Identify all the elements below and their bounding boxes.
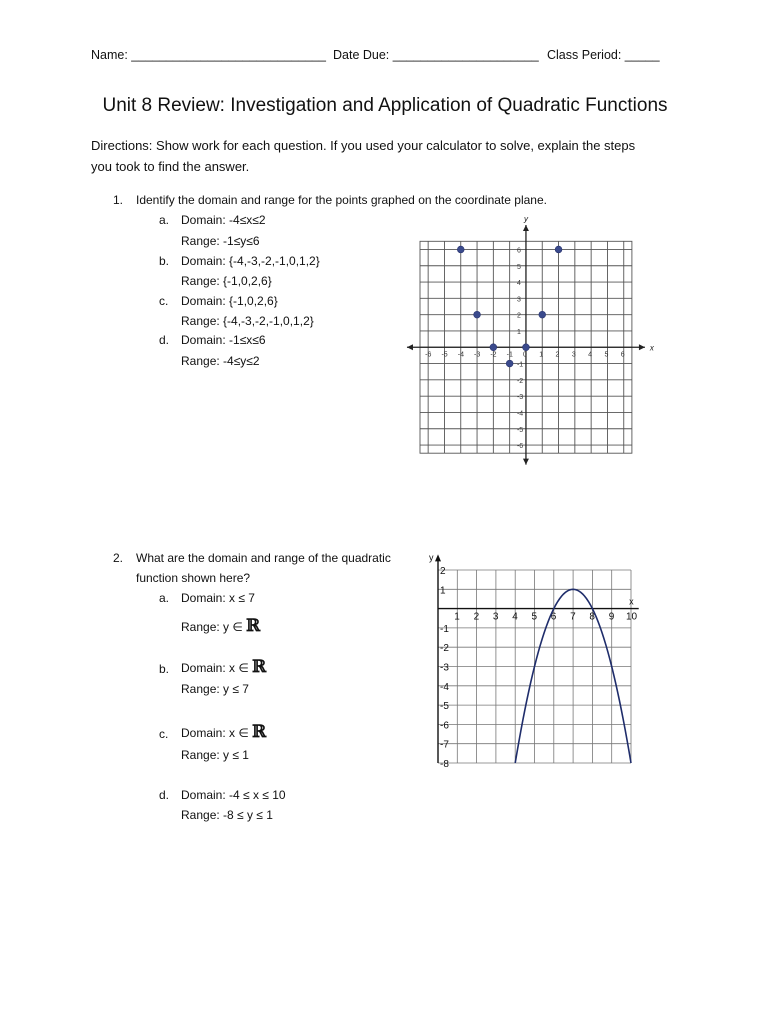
y-tick-label: 2 — [440, 566, 446, 577]
data-point — [474, 311, 481, 318]
q2-option-a-range-row — [181, 616, 259, 636]
data-point — [490, 344, 497, 351]
q1-option-d-letter: d. — [159, 333, 170, 347]
y-tick-label: 5 — [516, 263, 521, 271]
q2-option-b-letter: b. — [159, 662, 170, 676]
x-tick-label: 8 — [589, 611, 595, 623]
y-tick-label: -6 — [516, 443, 524, 451]
q1-coordinate-plane — [414, 210, 654, 455]
y-tick-label: -5 — [440, 701, 449, 713]
x-tick-label: 4 — [512, 611, 518, 623]
q2-option-b-range: Range: y ≤ 7 — [181, 682, 249, 696]
real-numbers-symbol: ℝ — [246, 616, 260, 636]
real-numbers-symbol: ℝ — [252, 657, 266, 677]
x-tick-label: -3 — [474, 351, 481, 359]
page-title: Unit 8 Review: Investigation and Application of Quadratic Functions — [102, 95, 668, 116]
real-numbers-symbol: ℝ — [252, 722, 266, 742]
q2-option-a-domain: Domain: x ≤ 7 — [181, 591, 255, 605]
x-tick-label: 5 — [531, 611, 538, 623]
y-tick-label: -7 — [440, 739, 449, 751]
directions-line-2: you took to find the answer. — [91, 159, 250, 174]
x-tick-label: -4 — [457, 351, 464, 359]
y-tick-label: 1 — [440, 585, 446, 597]
y-tick-label: -4 — [516, 410, 524, 418]
q2-option-c-domain: Domain: x ∈ — [181, 726, 249, 740]
y-tick-label: -2 — [440, 643, 449, 655]
x-tick-label: 6 — [550, 611, 557, 623]
q1-option-d-range: Range: -4≤y≤2 — [181, 354, 260, 368]
x-axis-arrow-left — [407, 344, 413, 350]
x-tick-label: 3 — [571, 351, 576, 359]
data-point — [555, 246, 562, 253]
x-axis-label: x — [649, 343, 654, 353]
directions-line-1: Directions: Show work for each question. If you used your calculator to solve, explain the steps — [91, 138, 636, 153]
name-label: Name: ____________________________ — [91, 48, 326, 62]
q1-option-b-domain: Domain: {-4,-3,-2,-1,0,1,2} — [181, 254, 320, 268]
data-point — [523, 344, 530, 351]
q2-option-c-letter: c. — [159, 727, 169, 741]
q1-option-a-range: Range: -1≤y≤6 — [181, 234, 260, 248]
q2-option-a-letter: a. — [159, 591, 170, 605]
y-axis-label: y — [523, 214, 528, 224]
y-axis-arrow-up — [523, 225, 529, 231]
x-tick-label: 2 — [555, 351, 560, 359]
x-tick-label: -6 — [425, 351, 432, 359]
y-tick-label: -4 — [440, 681, 449, 693]
q1-option-d-domain: Domain: -1≤x≤6 — [181, 333, 266, 347]
x-tick-label: 4 — [588, 351, 593, 359]
class-period-label: Class Period: _____ — [547, 48, 660, 62]
q1-option-a-letter: a. — [159, 213, 170, 227]
x-tick-label: -1 — [506, 351, 513, 359]
q2-text-line-1: What are the domain and range of the quadratic — [136, 551, 391, 565]
x-tick-label: 10 — [626, 611, 638, 623]
q2-parabola-graph — [422, 550, 650, 775]
q2-option-d-range: Range: -8 ≤ y ≤ 1 — [181, 808, 273, 822]
x-tick-label: 9 — [608, 611, 615, 623]
y-tick-label: -3 — [440, 662, 449, 674]
x-tick-label: 3 — [492, 611, 499, 623]
q2-option-b-domain-row — [181, 657, 265, 677]
q1-option-c-domain: Domain: {-1,0,2,6} — [181, 294, 278, 308]
x-tick-label: -2 — [490, 351, 497, 359]
y-axis-label: y — [429, 552, 434, 563]
q1-text: Identify the domain and range for the points graphed on the coordinate plane. — [136, 193, 547, 207]
q1-option-c-letter: c. — [159, 294, 169, 308]
x-tick-label: 0 — [522, 351, 527, 359]
x-tick-label: -5 — [441, 351, 448, 359]
x-tick-label: 6 — [620, 351, 625, 359]
y-tick-label: 4 — [516, 280, 521, 288]
q2-option-d-domain: Domain: -4 ≤ x ≤ 10 — [181, 788, 286, 802]
q2-option-b-domain: Domain: x ∈ — [181, 661, 249, 675]
y-tick-label: -1 — [440, 623, 449, 635]
x-axis-arrow-right — [639, 344, 645, 350]
q1-number: 1. — [113, 193, 124, 207]
x-tick-label: 7 — [570, 611, 576, 623]
q2-option-c-domain-row — [181, 722, 265, 742]
q1-option-a-domain: Domain: -4≤x≤2 — [181, 213, 266, 227]
q2-option-a-range: Range: y ∈ — [181, 620, 243, 634]
y-tick-label: -1 — [516, 361, 524, 369]
y-tick-label: 3 — [516, 296, 521, 304]
q2-option-c-range: Range: y ≤ 1 — [181, 748, 249, 762]
y-tick-label: 2 — [516, 312, 521, 320]
y-tick-label: -8 — [440, 759, 449, 770]
q1-option-b-letter: b. — [159, 254, 170, 268]
q2-number: 2. — [113, 551, 124, 565]
x-tick-label: 2 — [473, 611, 480, 623]
data-point — [506, 360, 513, 367]
y-tick-label: 1 — [516, 328, 521, 336]
q1-option-b-range: Range: {-1,0,2,6} — [181, 274, 272, 288]
y-tick-label: -6 — [440, 720, 449, 732]
y-tick-label: 6 — [516, 247, 521, 255]
y-tick-label: -3 — [516, 394, 524, 402]
y-axis-arrow-down — [523, 459, 529, 465]
q2-text-line-2: function shown here? — [136, 571, 251, 585]
y-tick-label: -5 — [516, 426, 524, 434]
q2-option-d-letter: d. — [159, 788, 170, 802]
x-tick-label: 5 — [604, 351, 609, 359]
y-axis-arrow — [435, 554, 441, 561]
x-tick-label: 1 — [454, 611, 460, 623]
q1-option-c-range: Range: {-4,-3,-2,-1,0,1,2} — [181, 314, 314, 328]
date-due-label: Date Due: _____________________ — [333, 48, 539, 62]
data-point — [457, 246, 464, 253]
x-axis-label: x — [629, 596, 634, 607]
x-tick-label: 1 — [539, 351, 544, 359]
y-tick-label: -2 — [516, 377, 524, 385]
data-point — [539, 311, 546, 318]
